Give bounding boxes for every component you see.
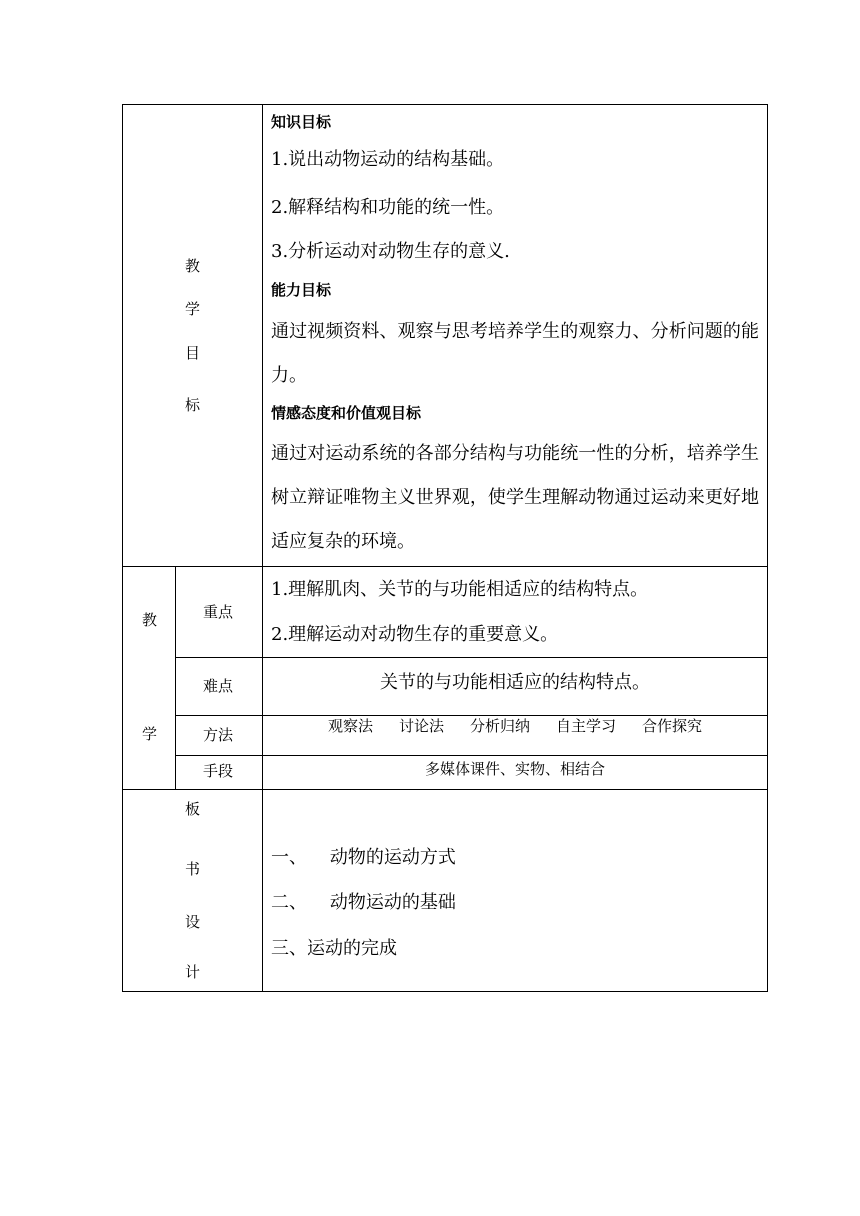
objectives-label-char: 教 [185,257,201,275]
knowledge-heading: 知识目标 [271,113,332,131]
emotion-heading: 情感态度和价值观目标 [271,404,422,422]
knowledge-item: 1.说出动物运动的结构基础。 [271,149,505,170]
methods-row [263,719,767,734]
knowledge-item: 3.分析运动对动物生存的意义. [271,241,510,262]
method-item: 观察法 [327,717,373,735]
board-label-char: 书 [185,860,201,878]
key-points-label: 重点 [203,603,234,621]
means-label: 手段 [203,762,234,780]
table-border-left [122,104,123,992]
key-point-item: 2.理解运动对动物生存的重要意义。 [271,624,559,645]
method-item: 分析归纳 [469,717,530,735]
row-divider-objectives [122,566,768,567]
table-border-bottom [122,991,768,992]
method-item: 讨论法 [398,717,444,735]
key-point-item: 1.理解肌肉、关节的与功能相适应的结构特点。 [271,579,649,600]
row-divider-difficulty [175,715,768,716]
emotion-text: 通过对运动系统的各部分结构与功能统一性的分析，培养学生树立辩证唯物主义世界观，使学生理解动物通过运动来更好地适应复杂的环境。 [271,443,759,552]
board-item: 二、 动物运动的基础 [271,892,456,913]
method-item: 自主学习 [556,717,617,735]
row-divider-method [175,755,768,756]
objectives-label-char: 学 [185,300,201,318]
teaching-label-char: 学 [142,725,158,743]
row-divider-keypoints [175,657,768,658]
knowledge-item: 2.解释结构和功能的统一性。 [271,197,505,218]
row-divider-teaching [122,789,768,790]
ability-text: 通过视频资料、观察与思考培养学生的观察力、分析问题的能力。 [271,321,759,386]
ability-heading: 能力目标 [271,281,332,299]
teaching-label-char: 教 [142,611,158,629]
board-label-char: 设 [185,913,201,931]
column-divider-sub [175,566,176,790]
objectives-label-char: 标 [185,396,201,414]
objectives-label-char: 目 [185,344,201,362]
board-label-char: 板 [185,800,201,818]
method-label: 方法 [203,726,234,744]
table-border-top [122,104,768,105]
table-border-right [767,104,768,992]
column-divider-main [262,104,263,992]
method-item: 合作探究 [642,717,703,735]
board-label-char: 计 [185,963,201,981]
difficulty-text: 关节的与功能相适应的结构特点。 [380,672,650,693]
difficulty-label: 难点 [203,677,234,695]
board-item: 一、 动物的运动方式 [271,847,456,868]
board-item: 三、运动的完成 [271,938,397,959]
means-text: 多媒体课件、实物、相结合 [424,760,605,778]
